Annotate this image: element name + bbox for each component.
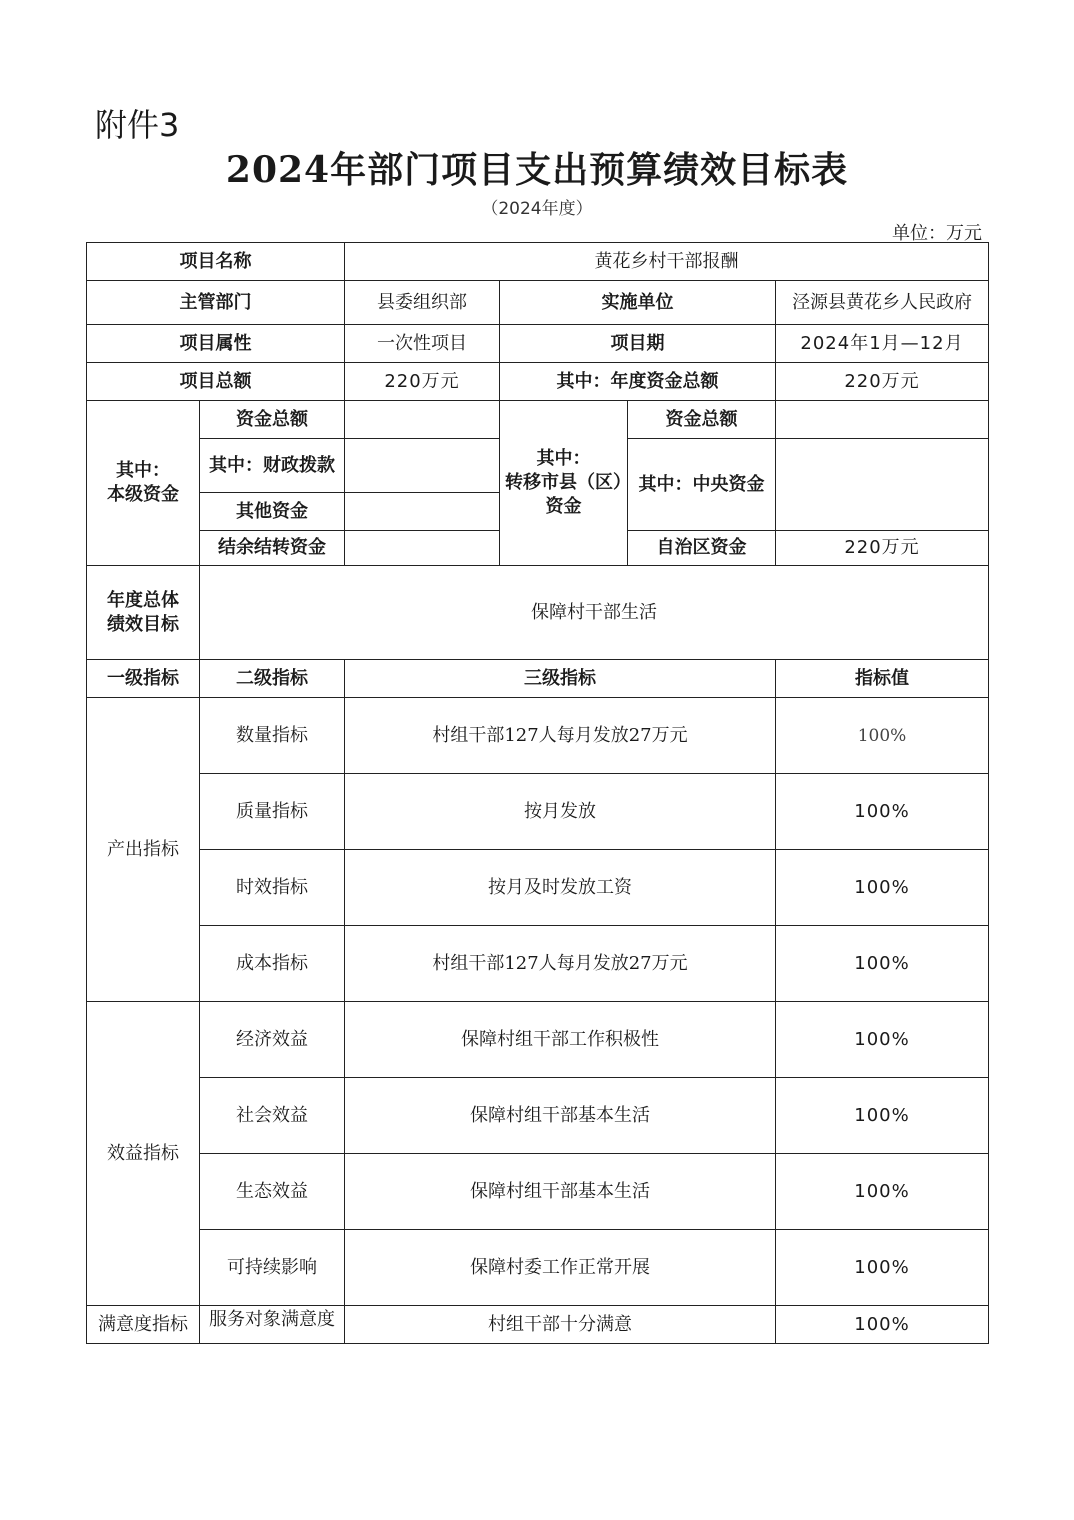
value-cell: 100%	[776, 774, 989, 850]
value-cell: 100%	[776, 926, 989, 1002]
dept-label: 主管部门	[87, 281, 345, 325]
value-header: 指标值	[776, 660, 989, 698]
level3-cell: 保障村委工作正常开展	[345, 1230, 776, 1306]
performance-table	[86, 242, 989, 1344]
transfer-funds-label: 其中： 转移市县（区）资金	[500, 401, 628, 566]
level3-header: 三级指标	[345, 660, 776, 698]
transfer-central-label: 其中：中央资金	[628, 439, 776, 531]
local-fiscal-value	[345, 439, 500, 493]
value-cell: 100%	[776, 1154, 989, 1230]
dept-value: 县委组织部	[345, 281, 500, 325]
level2-cell: 经济效益	[200, 1002, 345, 1078]
level2-cell: 可持续影响	[200, 1230, 345, 1306]
local-total-label: 资金总额	[200, 401, 345, 439]
value-cell: 100%	[776, 698, 989, 774]
project-name-label: 项目名称	[87, 243, 345, 281]
transfer-region-value: 220万元	[776, 531, 989, 566]
level3-cell: 村组干部127人每月发放27万元	[345, 698, 776, 774]
local-balance-value	[345, 531, 500, 566]
period-value: 2024年1月—12月	[776, 325, 989, 363]
value-cell: 100%	[776, 1230, 989, 1306]
annual-total-label: 其中：年度资金总额	[500, 363, 776, 401]
level3-cell: 村组干部十分满意	[345, 1306, 776, 1344]
level3-cell: 保障村组干部基本生活	[345, 1078, 776, 1154]
local-total-value	[345, 401, 500, 439]
level3-cell: 保障村组干部工作积极性	[345, 1002, 776, 1078]
page-title: 2024年部门项目支出预算绩效目标表	[225, 149, 849, 191]
table-row	[87, 1002, 989, 1078]
total-value: 220万元	[345, 363, 500, 401]
output-label: 产出指标	[87, 698, 200, 1002]
transfer-total-value	[776, 401, 989, 439]
table-row	[87, 774, 989, 850]
table-row	[87, 698, 989, 774]
level2-cell: 时效指标	[200, 850, 345, 926]
table-row	[87, 1230, 989, 1306]
table-row	[87, 850, 989, 926]
impl-value: 泾源县黄花乡人民政府	[776, 281, 989, 325]
total-label: 项目总额	[87, 363, 345, 401]
level2-cell: 生态效益	[200, 1154, 345, 1230]
level2-cell: 社会效益	[200, 1078, 345, 1154]
level2-cell: 质量指标	[200, 774, 345, 850]
value-cell: 100%	[776, 1002, 989, 1078]
unit-label: 单位：万元	[892, 223, 982, 244]
table-row	[87, 1154, 989, 1230]
satisfaction-level2-text: 服务对象满意度	[209, 1309, 335, 1330]
value-cell: 100%	[776, 1078, 989, 1154]
goal-label: 年度总体绩效目标	[87, 566, 200, 660]
local-fiscal-label: 其中：财政拨款	[200, 439, 345, 493]
level1-header: 一级指标	[87, 660, 200, 698]
benefit-label: 效益指标	[87, 1002, 200, 1306]
goal-text: 保障村干部生活	[200, 566, 989, 660]
local-balance-label: 结余结转资金	[200, 531, 345, 566]
annual-total-value: 220万元	[776, 363, 989, 401]
level2-header: 二级指标	[200, 660, 345, 698]
transfer-region-label: 自治区资金	[628, 531, 776, 566]
level2-cell	[200, 1306, 345, 1344]
level2-cell: 成本指标	[200, 926, 345, 1002]
level3-cell: 村组干部127人每月发放27万元	[345, 926, 776, 1002]
value-cell: 100%	[776, 850, 989, 926]
level3-cell: 保障村组干部基本生活	[345, 1154, 776, 1230]
transfer-central-value	[776, 439, 989, 531]
local-other-value	[345, 493, 500, 531]
level3-cell: 按月及时发放工资	[345, 850, 776, 926]
attr-value: 一次性项目	[345, 325, 500, 363]
level2-cell: 数量指标	[200, 698, 345, 774]
table-row	[87, 1306, 989, 1344]
impl-label: 实施单位	[500, 281, 776, 325]
satisfaction-label: 满意度指标	[87, 1306, 200, 1344]
table-row	[87, 926, 989, 1002]
level3-cell: 按月发放	[345, 774, 776, 850]
attachment-label: 附件3	[95, 106, 180, 144]
transfer-total-label: 资金总额	[628, 401, 776, 439]
attr-label: 项目属性	[87, 325, 345, 363]
period-label: 项目期	[500, 325, 776, 363]
year-note: （2024年度）	[481, 199, 593, 219]
value-cell: 100%	[776, 1306, 989, 1344]
project-name-value: 黄花乡村干部报酬	[345, 243, 989, 281]
local-funds-label: 其中： 本级资金	[87, 401, 200, 566]
local-other-label: 其他资金	[200, 493, 345, 531]
table-row	[87, 1078, 989, 1154]
